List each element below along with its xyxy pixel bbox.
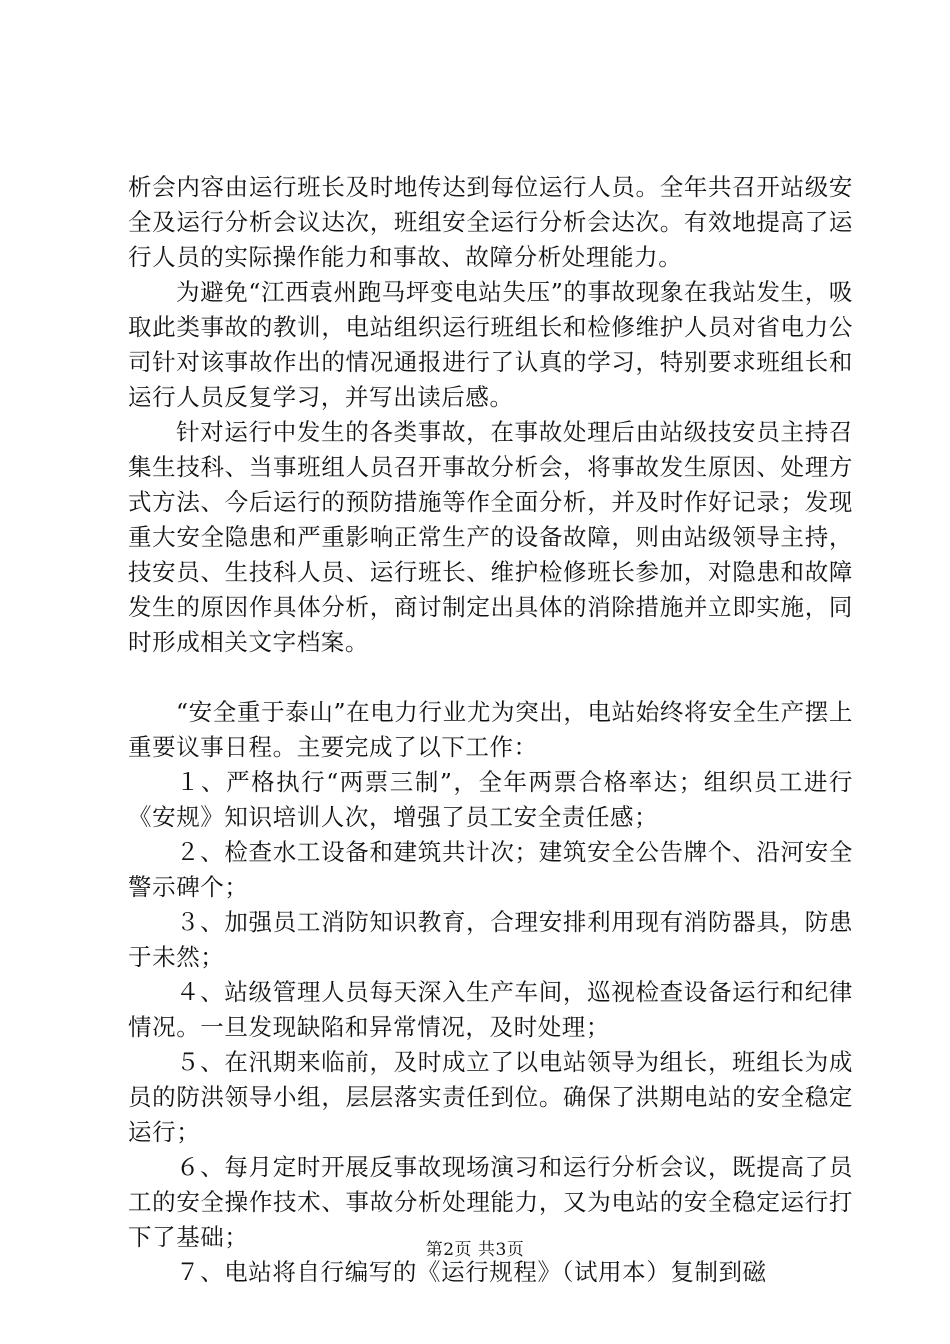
document-body (128, 170, 853, 1290)
list-item-7: ７、电站将自行编写的《运行规程》（试用本）复制到磁 (176, 1258, 767, 1286)
paragraph-4: “安全重于泰山”在电力行业尤为突出，电站始终将安全生产摆上重要议事日程。主要完成了以下工作： (128, 698, 853, 761)
paragraph-gap (128, 660, 853, 695)
list-item-1: １、严格执行“两票三制”，全年两票合格率达；组织员工进行《安规》知识培训人次，增强了员工安全责任感； (128, 768, 853, 831)
list-item-2: ２、检查水工设备和建筑共计次；建筑安全公告牌个、沿河安全警示碑个； (128, 838, 853, 901)
list-item-5: ５、在汛期来临前，及时成立了以电站领导为组长，班组长为成员的防洪领导小组，层层落实责任到位。确保了洪期电站的安全稳定运行； (128, 1048, 853, 1146)
paragraph-3: 针对运行中发生的各类事故，在事故处理后由站级技安员主持召集生技科、当事班组人员召开事故分析会，将事故发生原因、处理方式方法、今后运行的预防措施等作全面分析，并及时作好记录；发现重大安全隐患和严重影响正常生产的设备故障，则由站级领导主持，技安员、生技科人员、运行班长、维护检修班长参加，对隐患和故障发生的原因作具体分析，商讨制定出具体的消除措施并立即实施，同时形成相关文字档案。 (128, 418, 853, 656)
page-footer: 第2页 共3页 (425, 1240, 525, 1260)
list-item-3: ３、加强员工消防知识教育，合理安排利用现有消防器具，防患于未然； (128, 908, 853, 971)
list-item-6: ６、每月定时开展反事故现场演习和运行分析会议，既提高了员工的安全操作技术、事故分析处理能力，又为电站的安全稳定运行打下了基础； (128, 1153, 853, 1251)
paragraph-1: 析会内容由运行班长及时地传达到每位运行人员。全年共召开站级安全及运行分析会议达次，班组安全运行分析会达次。有效地提高了运行人员的实际操作能力和事故、故障分析处理能力。 (128, 173, 853, 271)
list-item-4: ４、站级管理人员每天深入生产车间，巡视检查设备运行和纪律情况。一旦发现缺陷和异常情况，及时处理； (128, 978, 853, 1041)
paragraph-2: 为避免“江西袁州跑马坪变电站失压”的事故现象在我站发生，吸取此类事故的教训，电站组织运行班组长和检修维护人员对省电力公司针对该事故作出的情况通报进行了认真的学习，特别要求班组长和运行人员反复学习，并写出读后感。 (128, 278, 853, 411)
